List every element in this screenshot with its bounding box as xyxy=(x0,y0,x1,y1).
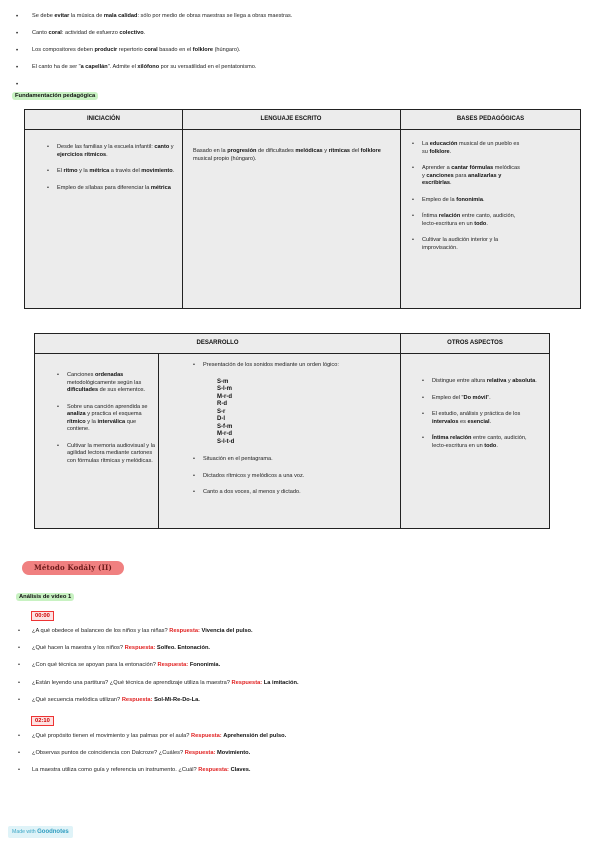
solfa-sequence xyxy=(217,379,396,447)
list-item: • ¿Con qué técnica se apoyan para la entonación? Respuesta: Fononimia. xyxy=(18,662,578,670)
solfa-line: S-m xyxy=(217,378,229,385)
list-item: • Dictados rítmicos y melódicos a una voz. xyxy=(191,473,396,481)
table-header-bases: BASES PEDAGÓGICAS xyxy=(400,110,581,130)
column-divider xyxy=(400,110,401,308)
question-list xyxy=(18,733,578,785)
list-item: • Empleo de la fononimia. xyxy=(410,197,522,205)
column-divider xyxy=(400,334,401,528)
pedagogy-table xyxy=(24,109,581,309)
list-item: • Empleo de sílabas para diferenciar la métrica xyxy=(45,185,175,193)
solfa-line: S-l-t-d xyxy=(217,438,235,445)
solfa-line: S-f-m xyxy=(217,423,233,430)
table-header-desarrollo: DESARROLLO xyxy=(35,334,400,354)
section-heading-fundamentacion: Fundamentación pedagógica xyxy=(12,92,98,101)
question-list xyxy=(18,628,578,714)
list-item: • ¿Qué hacen la maestra y los niños? Respuesta: Solfeo. Entonación. xyxy=(18,645,578,653)
column-divider xyxy=(158,354,159,528)
list-item: • Íntima relación entre canto, audición, lecto-escritura en un todo. xyxy=(420,435,538,450)
method-title-badge: Método Kodály (II) xyxy=(22,561,124,575)
list-item: • Íntima relación entre canto, audición, lecto-escritura en un todo. xyxy=(410,213,522,228)
list-item: • Presentación de los sonidos mediante un orden lógico: xyxy=(191,362,396,370)
list-item: • ¿Qué propósito tienen el movimiento y las palmas por el aula? Respuesta: Aprehensión del pulso. xyxy=(18,733,578,741)
desarrollo-right-cell xyxy=(191,362,396,506)
goodnotes-watermark: Made with Goodnotes xyxy=(8,826,73,838)
timecode-badge: 00:00 xyxy=(31,611,54,621)
list-item: • Aprender a cantar fórmulas melódicas y canciones para analizarlas y escribirlas. xyxy=(410,165,522,188)
intro-bullet-list xyxy=(16,13,586,81)
solfa-line: M-r-d xyxy=(217,393,232,400)
solfa-line: S-r xyxy=(217,408,226,415)
iniciacion-cell xyxy=(45,144,175,201)
bases-cell xyxy=(410,141,522,261)
column-divider xyxy=(182,110,183,308)
table-header-lenguaje: LENGUAJE ESCRITO xyxy=(182,110,400,130)
intro-bullet-3: • Los compositores deben producir repertorio coral basado en el folklore (húngaro). xyxy=(16,47,586,55)
list-item: • ¿Están leyendo una partitura? ¿Qué técnica de aprendizaje utiliza la maestra? Respuesta: La imitación. xyxy=(18,680,578,688)
list-item: • ¿Observas puntos de coincidencia con Dalcroze? ¿Cuáles? Respuesta: Movimiento. xyxy=(18,750,578,758)
intro-bullet-1: • Se debe evitar la música de mala calidad: sólo por medio de obras maestras se llega a obras maestras. xyxy=(16,13,586,21)
list-item: • Sobre una canción aprendida se analiza y practica el esquema rítmico y la interválica que contiene. xyxy=(55,404,155,434)
list-item: • Empleo del "Do móvil". xyxy=(420,395,538,403)
otros-cell xyxy=(420,378,538,459)
timecode-badge: 02:10 xyxy=(31,716,54,726)
table-header-otros: OTROS ASPECTOS xyxy=(400,334,550,354)
list-item: • Cultivar la memoria audiovisual y la agilidad lectora mediante cartones con fórmulas rítmicas y melódicas. xyxy=(55,443,155,466)
list-item: • El ritmo y la métrica a través del movimiento. xyxy=(45,168,175,176)
solfa-line: D-l xyxy=(217,416,225,423)
list-item: • Canciones ordenadas metodológicamente según las dificultades de sus elementos. xyxy=(55,372,155,395)
list-item: • ¿Qué secuencia melódica utilizan? Respuesta: Sol-Mi-Re-Do-La. xyxy=(18,697,578,705)
table-header-iniciacion: INICIACIÓN xyxy=(25,110,182,130)
section-heading-analisis: Análisis de vídeo 1 xyxy=(16,593,74,602)
list-item: • Distingue entre altura relativa y absoluta. xyxy=(420,378,538,386)
list-item: • Situación en el pentagrama. xyxy=(191,456,396,464)
lenguaje-cell: Basado en la progresión de dificultades melódicas y rítmicas del folklore musical propio (húngaro). xyxy=(193,148,381,162)
list-item: • Desde las familias y la escuela infantil: canto y ejercicios rítmicos. xyxy=(45,144,175,159)
intro-bullet-2: • Canto coral: actividad de esfuerzo colectivo. xyxy=(16,30,586,38)
solfa-line: R-d xyxy=(217,401,227,408)
list-item: • El estudio, análisis y práctica de los intervalos es esencial. xyxy=(420,411,538,426)
list-item: • La educación musical de un pueblo es su folklore. xyxy=(410,141,522,156)
list-item: • ¿A qué obedece el balanceo de los niños y las niñas? Respuesta: Vivencia del pulso. xyxy=(18,628,578,636)
development-table xyxy=(34,333,550,529)
solfa-line: M-r-d xyxy=(217,431,232,438)
list-item: • La maestra utiliza como guía y referencia un instrumento. ¿Cuál? Respuesta: Claves. xyxy=(18,767,578,775)
list-item: • Cultivar la audición interior y la improvisación. xyxy=(410,237,522,252)
list-item: • Canto a dos voces, al menos y dictado. xyxy=(191,489,396,497)
solfa-line: S-l-m xyxy=(217,386,232,393)
intro-bullet-4: • El canto ha de ser "a capellán". Admite el xilófono por su versatilidad en el pentatonismo. xyxy=(16,64,586,72)
desarrollo-left-cell xyxy=(55,372,155,474)
